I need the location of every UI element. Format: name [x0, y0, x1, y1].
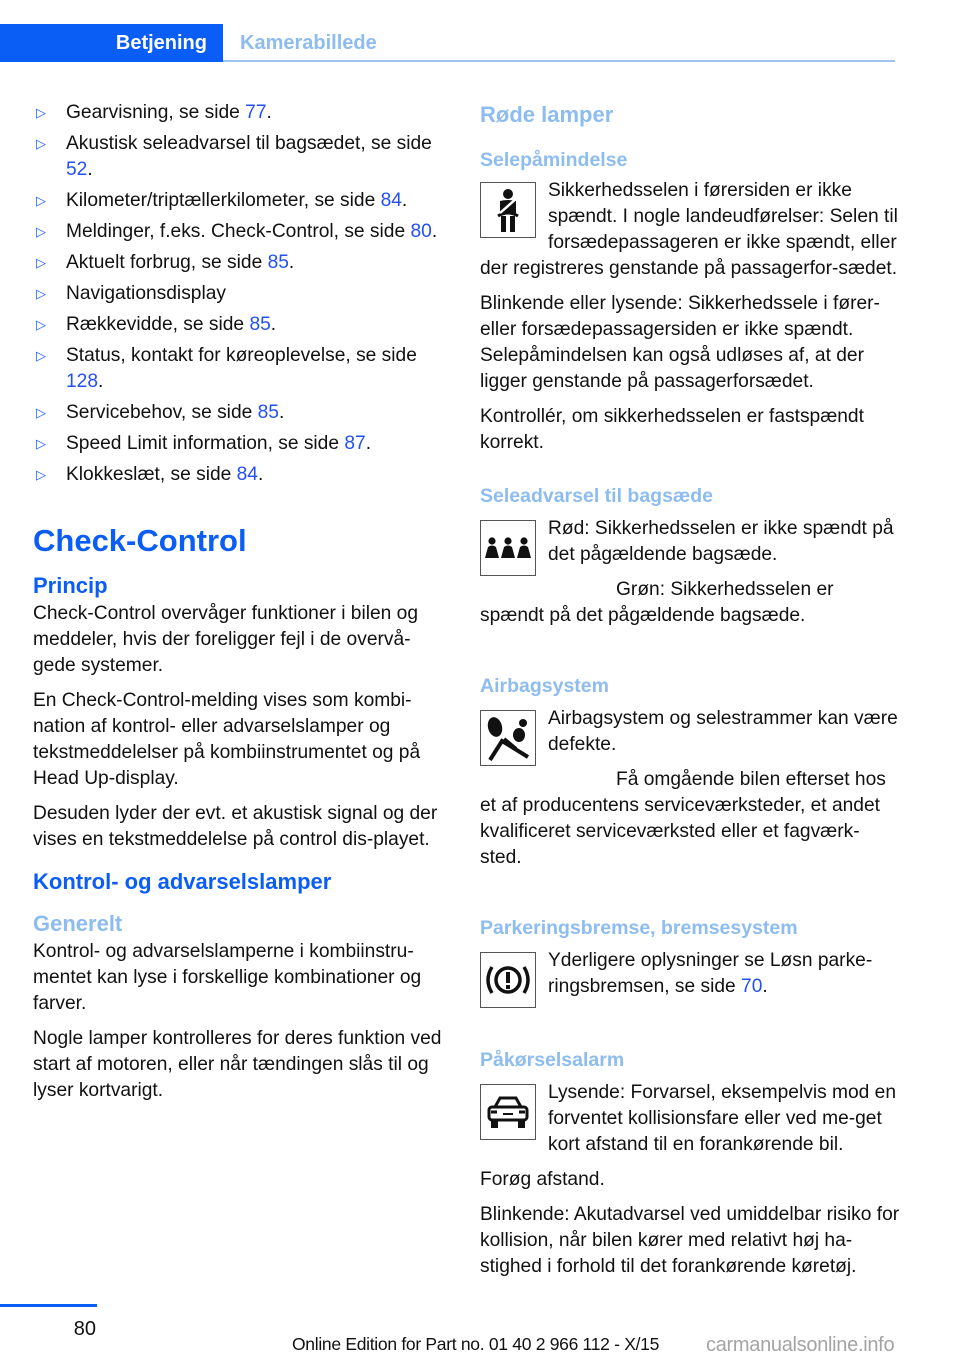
- lamp-title-airbag: Airbagsystem: [480, 675, 609, 697]
- page-link[interactable]: 84: [236, 464, 258, 485]
- lamp-section-airbag: [480, 706, 900, 880]
- page-link[interactable]: 77: [245, 102, 267, 123]
- triangle-bullet-icon: ▷: [36, 224, 46, 239]
- paragraph: Rød: Sikkerhedsselen er ikke spændt på det pågældende bagsæde.: [548, 518, 894, 565]
- right-column: [480, 100, 900, 1289]
- triangle-bullet-icon: ▷: [36, 467, 46, 482]
- list-item: ▷ Akustisk seleadvarsel til bagsædet, se side 52.: [36, 133, 432, 180]
- triangle-bullet-icon: ▷: [36, 405, 46, 420]
- list-item: ▷ Meldinger, f.eks. Check-Control, se side 80.: [33, 219, 443, 245]
- page-link[interactable]: 85: [267, 252, 289, 273]
- list-item: ▷ Gearvisning, se side 77.: [33, 100, 443, 126]
- tab-kamerabillede[interactable]: Kamerabillede: [240, 32, 377, 54]
- paragraph: En Check-Control-melding vises som kombi-nation af kontrol- eller advarselslamper og tekstmeddelelser på kombiinstrumentet og på Head Up-display.: [33, 690, 421, 789]
- subsection-title-lamps: Kontrol- og advarselslamper: [33, 869, 332, 894]
- footer-rule: [0, 1304, 97, 1307]
- brake-warning-icon: [480, 952, 536, 1008]
- lamp-title-seatbelt: Selepåmindelse: [480, 149, 628, 171]
- lamp-title-brake: Parkeringsbremse, bremsesystem: [480, 917, 798, 939]
- collision-warning-car-icon: [480, 1084, 536, 1140]
- triangle-bullet-icon: ▷: [36, 348, 46, 363]
- page-link[interactable]: 85: [257, 402, 279, 423]
- lamp-section-brake: [480, 948, 900, 1012]
- triangle-bullet-icon: ▷: [36, 136, 46, 151]
- triangle-bullet-icon: ▷: [36, 193, 46, 208]
- lamp-section-collision: [480, 1080, 900, 1280]
- page-number: 80: [73, 1318, 96, 1340]
- list-item: ▷ Status, kontakt for køreoplevelse, se side 128.: [36, 345, 417, 392]
- paragraph: Yderligere oplysninger se Løsn parke-ringsbremsen, se side 70.: [548, 950, 873, 997]
- page-link[interactable]: 85: [249, 314, 271, 335]
- paragraph: Grøn: Sikkerhedsselen er spændt på det pågældende bagsæde.: [480, 579, 834, 626]
- triangle-bullet-icon: ▷: [36, 255, 46, 270]
- paragraph: Airbagsystem og selestrammer kan være defekte.: [548, 708, 898, 755]
- page-header: [0, 24, 895, 62]
- list-item: ▷ Navigationsdisplay: [33, 281, 443, 307]
- list-item: ▷ Servicebehov, se side 85.: [33, 400, 443, 426]
- paragraph: Kontrol- og advarselslamperne i kombiinstru-mentet kan lyse i forskellige kombinationer og farver.: [33, 941, 422, 1014]
- watermark: carmanualsonline.info: [706, 1334, 895, 1356]
- lamp-title-rear-seatbelt: Seleadvarsel til bagsæde: [480, 485, 714, 507]
- list-item: ▷ Rækkevidde, se side 85.: [33, 312, 443, 338]
- triangle-bullet-icon: ▷: [36, 317, 46, 332]
- triangle-bullet-icon: ▷: [36, 105, 46, 120]
- triangle-bullet-icon: ▷: [36, 286, 46, 301]
- lamp-title-collision: Påkørselsalarm: [480, 1049, 625, 1071]
- edition-text: Online Edition for Part no. 01 40 2 966 112 - X/15: [292, 1334, 660, 1354]
- paragraph: Kontrollér, om sikkerhedsselen er fastspændt korrekt.: [480, 406, 864, 453]
- paragraph: Sikkerhedsselen i førersiden er ikke spændt. I nogle landeudførelser: Selen til forsædepassageren er ikke spændt, eller der registreres genstande på passagerfor-sædet.: [480, 180, 898, 279]
- paragraph: Blinkende: Akutadvarsel ved umiddelbar risiko for kollision, når bilen kører med relativt høj ha-stighed i forhold til det forankørende køretøj.: [480, 1204, 900, 1277]
- paragraph: Check-Control overvåger funktioner i bilen og meddeler, hvis der foreligger fejl i de overvå-gede systemer.: [33, 603, 419, 676]
- paragraph: Få omgående bilen efterset hos et af producentens serviceværksteder, et andet kvalificeret serviceværksted eller et fagværk-sted.: [480, 769, 886, 868]
- airbag-icon: [480, 710, 536, 766]
- paragraph: Desuden lyder der evt. et akustisk signal og der vises en tekstmeddelelse på control dis-playet.: [33, 803, 438, 850]
- page-link[interactable]: 87: [344, 433, 366, 454]
- list-item: ▷ Speed Limit information, se side 87.: [33, 431, 443, 457]
- lamp-section-rear-seatbelt: [480, 516, 900, 638]
- paragraph: Forøg afstand.: [480, 1169, 605, 1190]
- page-link[interactable]: 84: [380, 190, 402, 211]
- page-link[interactable]: 128: [66, 371, 99, 392]
- rear-seatbelt-icon: [480, 520, 536, 576]
- triangle-bullet-icon: ▷: [36, 436, 46, 451]
- list-item: ▷ Aktuelt forbrug, se side 85.: [33, 250, 443, 276]
- section-title-red-lamps: Røde lamper: [480, 102, 614, 127]
- left-column: [33, 100, 443, 1113]
- paragraph: Nogle lamper kontrolleres for deres funktion ved start af motoren, eller når tændingen slås til og lyser kortvarigt.: [33, 1028, 442, 1101]
- page-link[interactable]: 70: [741, 976, 763, 997]
- display-items-list: [33, 100, 443, 488]
- subsection-title-generelt: Generelt: [33, 911, 123, 936]
- list-item: ▷ Kilometer/triptællerkilometer, se side 84.: [33, 188, 443, 214]
- tab-betjening[interactable]: Betjening: [0, 24, 223, 62]
- paragraph: Lysende: Forvarsel, eksempelvis mod en forventet kollisionsfare eller ved me-get kort afstand til en forankørende bil.: [548, 1082, 897, 1155]
- seatbelt-icon: [480, 182, 536, 238]
- list-item: ▷ Klokkeslæt, se side 84.: [33, 462, 443, 488]
- page-link[interactable]: 80: [410, 221, 432, 242]
- lamp-section-seatbelt: [480, 178, 900, 456]
- subsection-title-princip: Princip: [33, 573, 108, 598]
- page-link[interactable]: 52: [66, 159, 88, 180]
- section-title-check-control: Check-Control: [33, 523, 247, 558]
- paragraph: Blinkende eller lysende: Sikkerhedssele i fører- eller forsædepassagersiden er ikke spændt. Selepåmindelsen kan også udløses af, at der ligger genstande på passagerforsædet.: [480, 293, 880, 392]
